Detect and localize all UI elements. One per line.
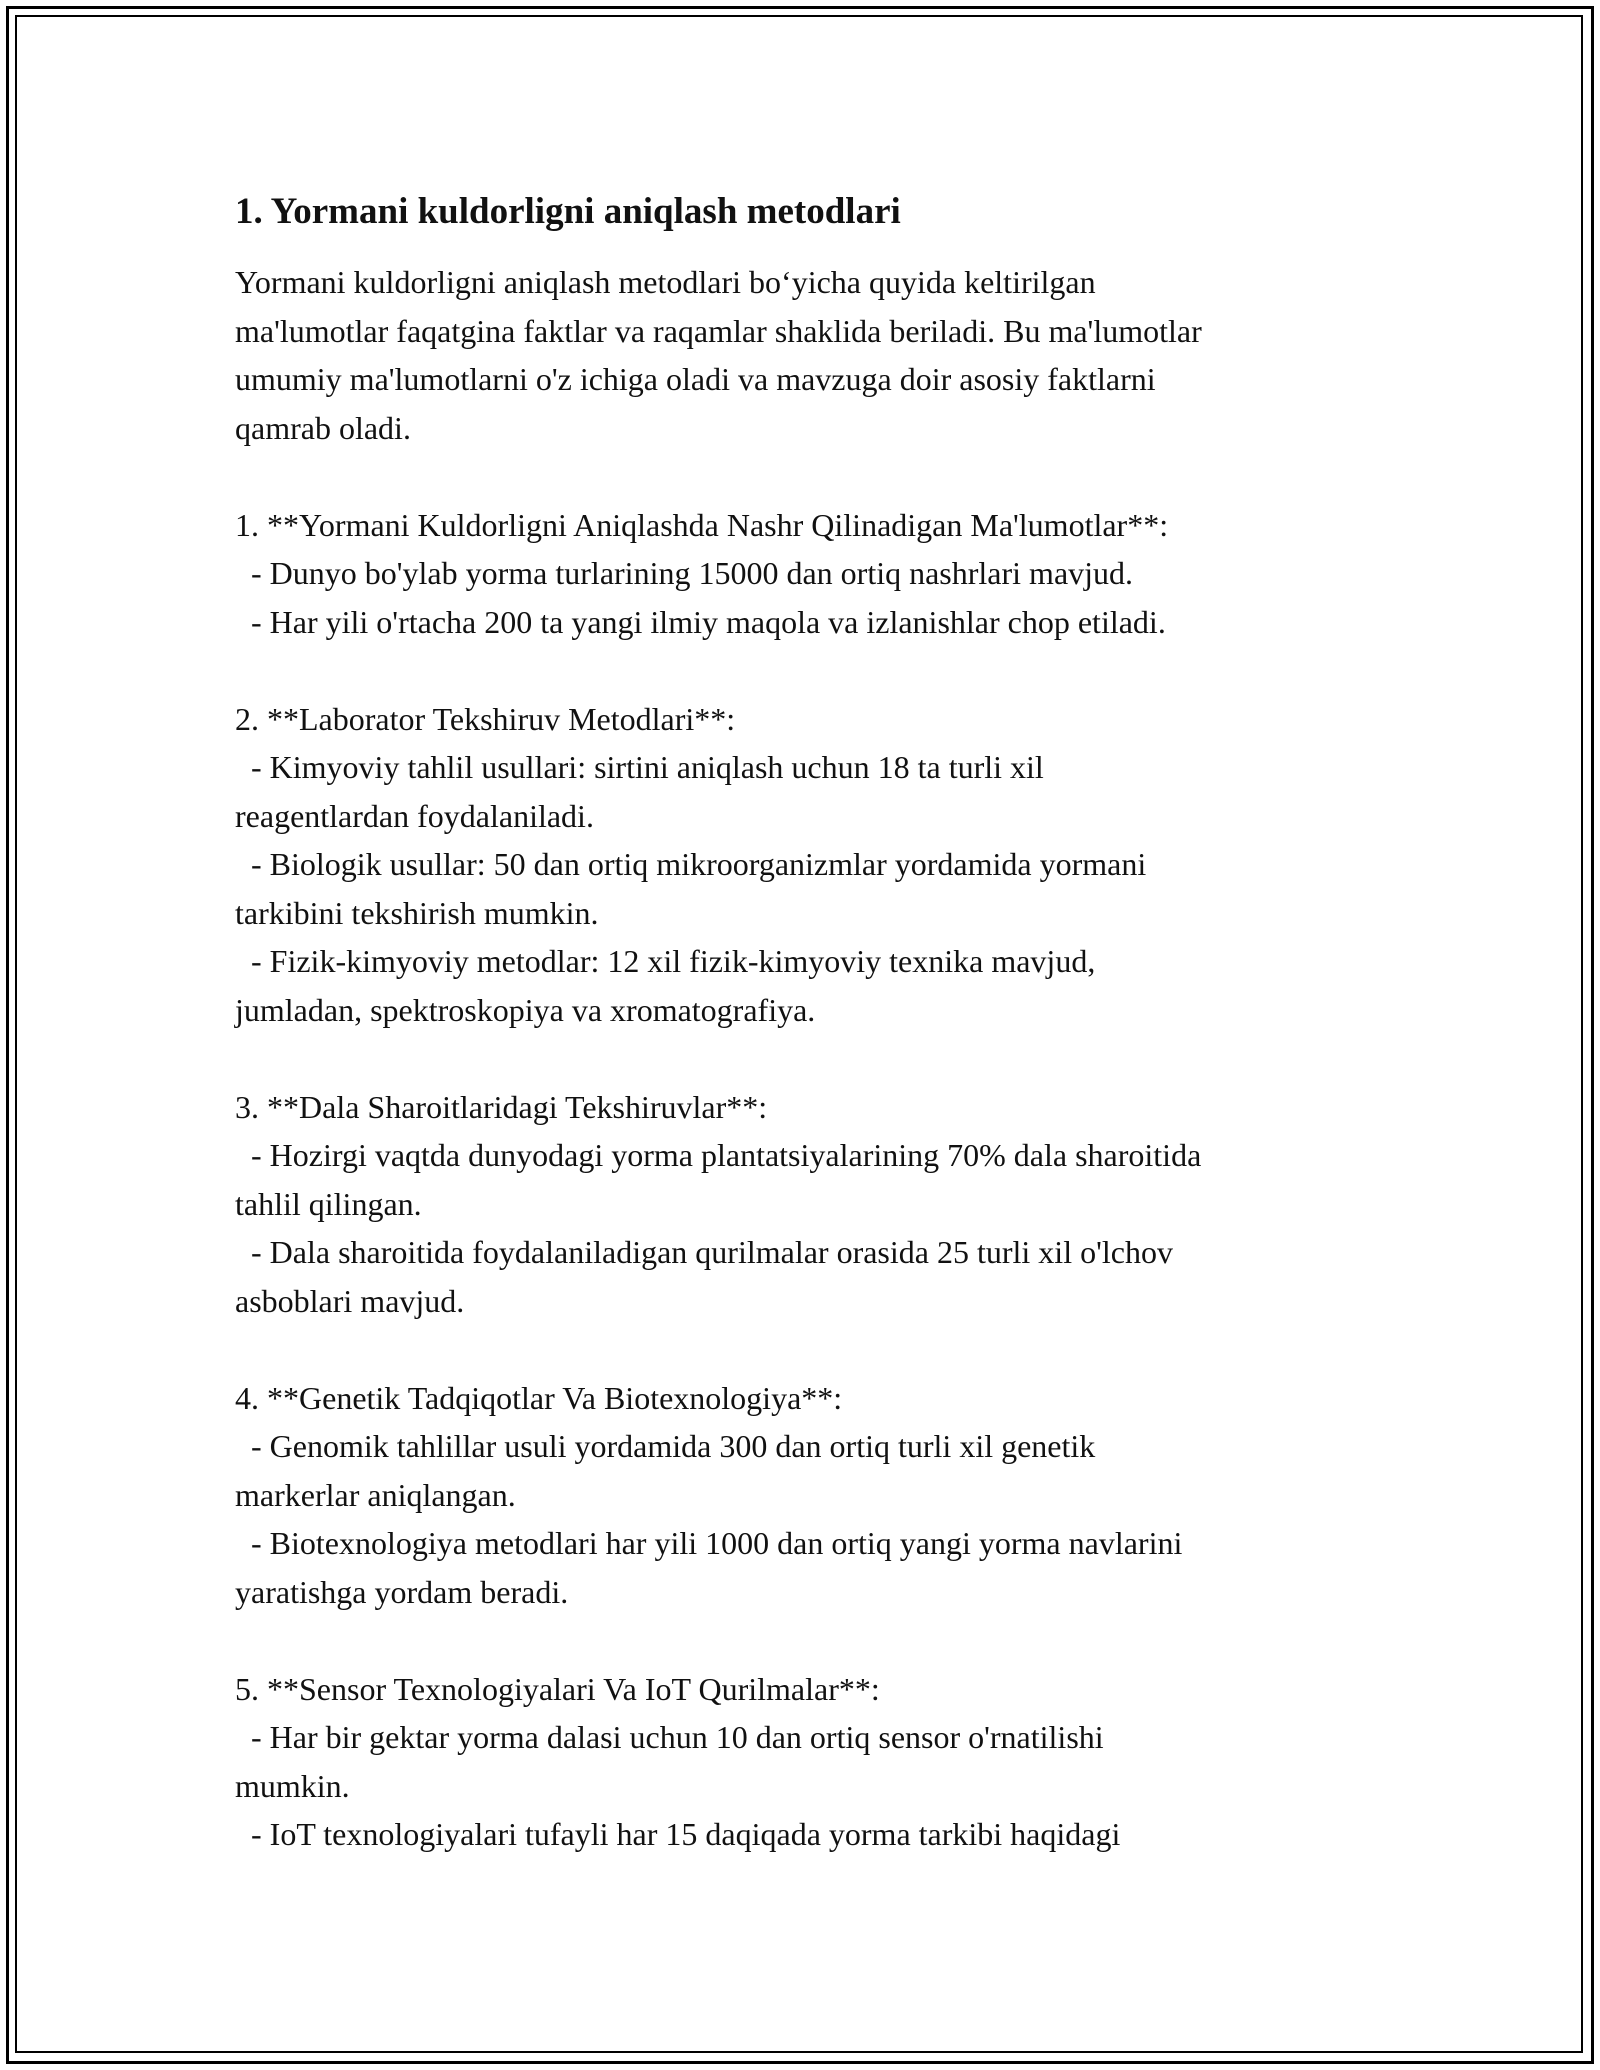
document-body: Yormani kuldorligni aniqlash metodlari bo‘yicha quyida keltirilgan ma'lumotlar faqatgina faktlar va raqamlar shaklida beriladi. Bu ma'lumotlar umumiy ma'lumotlarni o'z ichiga oladi va mavzuga doir asosiy faktlarni qamrab oladi. 1. **Yormani Kuldorligni Aniqlashda Nashr Qilinadigan Ma'lumotlar**: - Dunyo bo'ylab yorma turlarining 15000 dan ortiq nashrlari mavjud. - Har yili o'rtacha 200 ta yangi ilmiy maqola va izlanishlar chop etiladi. 2. **Laborator Tekshiruv Metodlari**: - Kimyoviy tahlil usullari: sirtini aniqlash uchun 18 ta turli xil reagentlardan foydalaniladi. - Biologik usullar: 50 dan ortiq mikroorganizmlar yordamida yormani tarkibini tekshirish mumkin. - Fizik-kimyoviy metodlar: 12 xil fizik-kimyoviy texnika mavjud, jumladan, spektroskopiya va xromatografiya. 3. **Dala Sharoitlaridagi Tekshiruvlar**: - Hozirgi vaqtda dunyodagi yorma plantatsiyalarining 70% dala sharoitida tahlil qilingan. - Dala sharoitida foydalaniladigan qurilmalar orasida 25 turli xil o'lchov asboblari mavjud. 4. **Genetik Tadqiqotlar Va Biotexnologiya**: - Genomik tahlillar usuli yordamida 300 dan ortiq turli xil genetik markerlar aniqlangan. - Biotexnologiya metodlari har yili 1000 dan ortiq yangi yorma navlarini yaratishga yordam beradi. 5. **Sensor Texnologiyalari Va IoT Qurilmalar**: - Har bir gektar yorma dalasi uchun 10 dan ortiq sensor o'rnatilishi mumkin. - IoT texnologiyalari tufayli har 15 daqiqada yorma tarkibi haqidagi — [235, 264, 1202, 1852]
document-content — [235, 188, 1355, 1859]
document-title: 1. Yormani kuldorligni aniqlash metodlari — [235, 191, 901, 232]
